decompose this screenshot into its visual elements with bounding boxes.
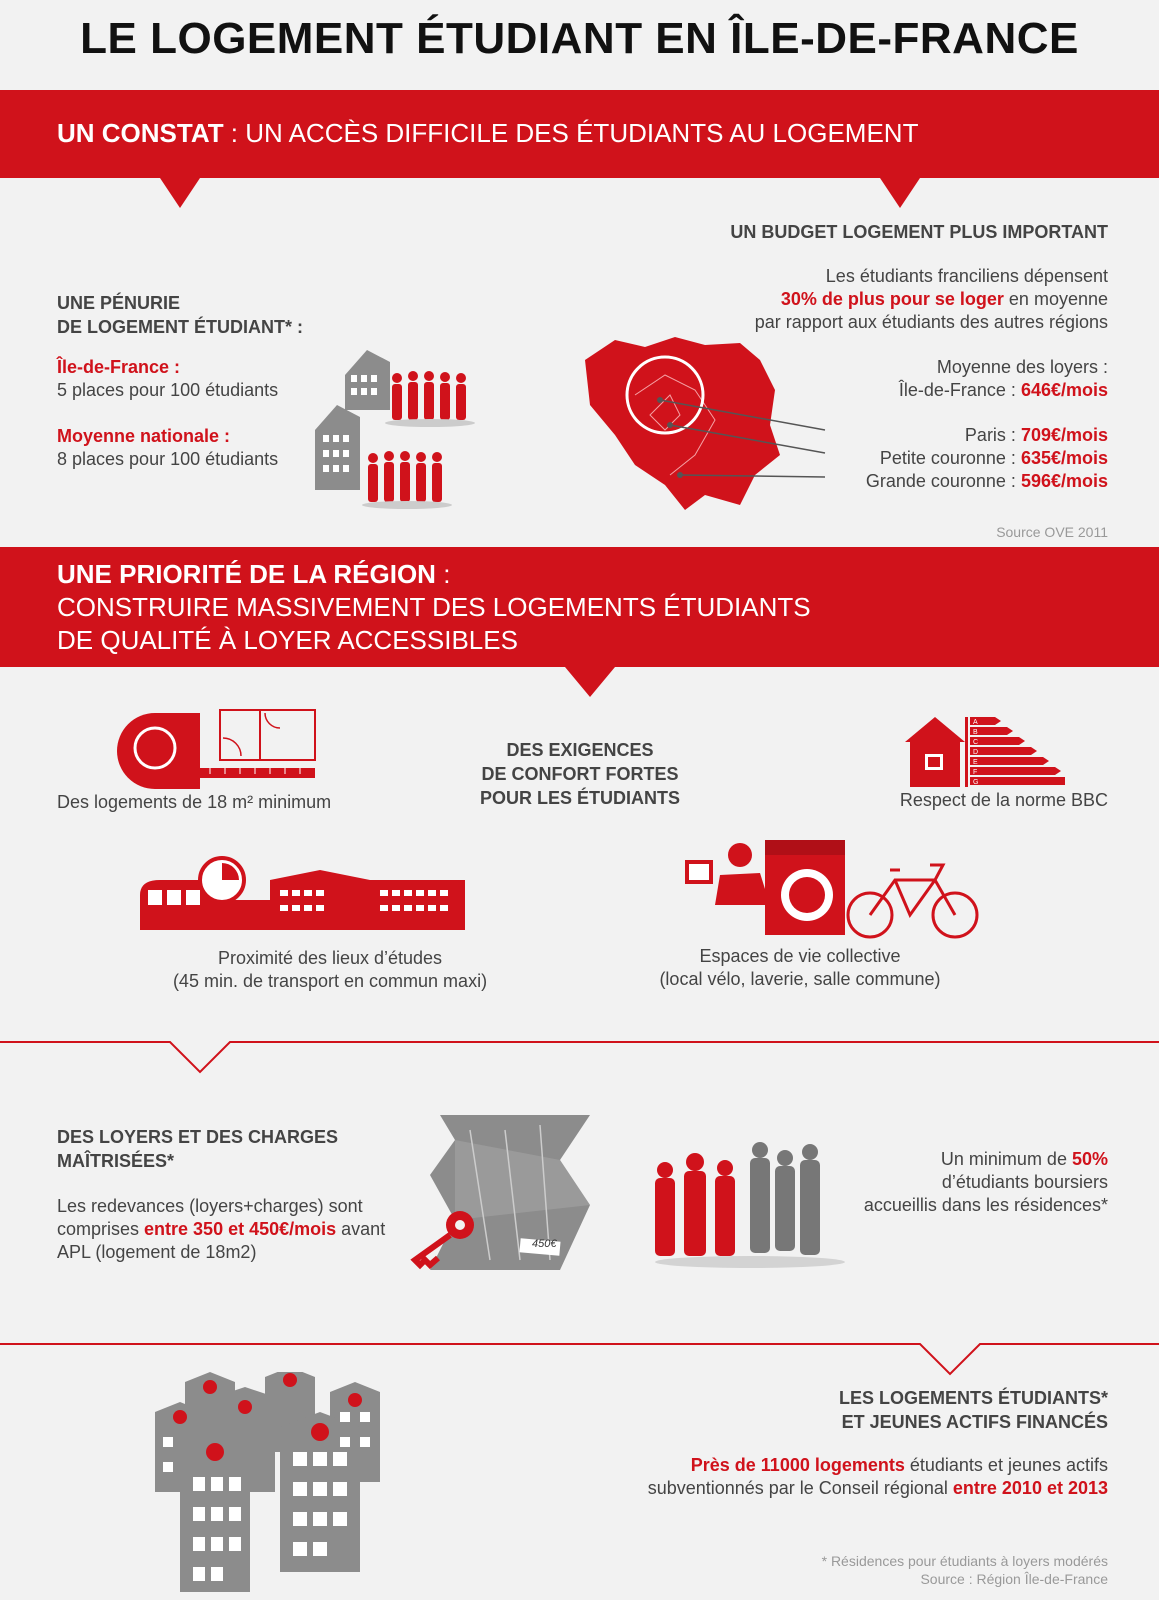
budget-text — [600, 265, 1108, 334]
rent-average — [820, 356, 1108, 402]
source-ove: Source OVE 2011 — [996, 524, 1108, 540]
proximity-line2: (45 min. de transport en commun maxi) — [172, 971, 488, 991]
budget-line1: Les étudiants franciliens dépensent — [825, 266, 1108, 286]
collective-spaces-icon — [685, 835, 1005, 945]
rent-grande-label: Grande couronne : — [865, 471, 1021, 491]
footnotes — [700, 1552, 1108, 1588]
financed-text2a: subventionnés par le Conseil régional — [647, 1478, 953, 1498]
section2-band-strong: UNE PRIORITÉ DE LA RÉGION — [57, 559, 436, 589]
scholarship-line2: d’étudiants boursiers — [941, 1172, 1108, 1192]
rent-control-heading — [57, 1125, 338, 1173]
rent-petite-value: 635€/mois — [1020, 448, 1108, 468]
rent-control-text2-red: entre 350 et 450€/mois — [144, 1219, 337, 1239]
section2-band-title — [57, 558, 811, 657]
shortage-heading-line2: DE LOGEMENT ÉTUDIANT* : — [57, 317, 303, 337]
financed-buildings-icon — [155, 1372, 395, 1597]
rent-avg-label: Moyenne des loyers : — [936, 357, 1108, 377]
section2-band-colon: : — [435, 559, 451, 589]
financed-line2: ET JEUNES ACTIFS FINANCÉS — [841, 1412, 1108, 1432]
energy-bar — [970, 767, 1061, 775]
energy-letter: A — [973, 719, 978, 726]
rent-control-text — [57, 1195, 385, 1264]
financed-text — [560, 1454, 1108, 1500]
rent-control-text3: APL (logement de 18m2) — [57, 1242, 257, 1262]
footnote-source: Source : Région Île-de-France — [920, 1571, 1108, 1587]
energy-letter: C — [973, 739, 979, 746]
shortage-nat-value: 8 places pour 100 étudiants — [57, 449, 279, 469]
comfort-heading — [420, 738, 740, 810]
rent-idf-label: Île-de-France : — [898, 380, 1021, 400]
idf-map-icon — [575, 335, 850, 520]
financed-text1-rest: étudiants et jeunes actifs — [904, 1455, 1108, 1475]
section2-band-line3: DE QUALITÉ À LOYER ACCESSIBLES — [57, 625, 518, 655]
collective-line2: (local vélo, laverie, salle commune) — [659, 969, 941, 989]
folded-map-key-icon — [410, 1110, 595, 1275]
energy-letter: F — [973, 769, 978, 776]
rent-control-line2: MAÎTRISÉES* — [57, 1151, 175, 1171]
section1-band-rest: : UN ACCÈS DIFFICILE DES ÉTUDIANTS AU LOGEMENT — [223, 118, 919, 148]
rent-petite-label: Petite couronne : — [879, 448, 1021, 468]
collective-line1: Espaces de vie collective — [699, 946, 901, 966]
shortage-heading-line1: UNE PÉNURIE — [57, 293, 181, 313]
page-title: LE LOGEMENT ÉTUDIANT EN ÎLE-DE-FRANCE — [80, 14, 1079, 63]
financed-text2-red: entre 2010 et 2013 — [952, 1478, 1108, 1498]
scholarship-line1-red: 50% — [1071, 1149, 1108, 1169]
comfort-line1: DES EXIGENCES — [506, 740, 654, 760]
shortage-heading — [57, 291, 303, 339]
footnote-residences: * Résidences pour étudiants à loyers modérés — [821, 1553, 1108, 1569]
energy-letter: D — [973, 749, 979, 756]
energy-letter: G — [973, 779, 979, 786]
section1-band-title — [57, 118, 918, 149]
rent-idf-value: 646€/mois — [1020, 380, 1108, 400]
rent-control-text2b: avant — [336, 1219, 386, 1239]
buildings-people-icon — [315, 350, 485, 520]
proximity-caption — [140, 947, 520, 993]
energy-label-house-icon — [905, 712, 1065, 792]
shortage-idf-label: Île-de-France : — [57, 357, 181, 377]
rent-control-text1: Les redevances (loyers+charges) sont — [57, 1196, 363, 1216]
rent-paris-label: Paris : — [964, 425, 1021, 445]
size-caption: Des logements de 18 m² minimum — [57, 792, 332, 812]
energy-letter: E — [973, 759, 978, 766]
rent-control-line1: DES LOYERS ET DES CHARGES — [57, 1127, 339, 1147]
budget-line2-red: 30% de plus pour se loger — [780, 289, 1004, 309]
energy-bar — [970, 737, 1025, 745]
section1-band-shape — [0, 90, 1159, 215]
budget-line3: par rapport aux étudiants des autres régions — [754, 312, 1108, 332]
financed-text1-red: Près de 11000 logements — [690, 1455, 905, 1475]
collective-caption — [620, 945, 980, 991]
energy-bar — [970, 777, 1065, 785]
section1-band-strong: UN CONSTAT — [57, 118, 224, 148]
bbc-caption: Respect de la norme BBC — [899, 790, 1108, 810]
section2-band-line2: CONSTRUIRE MASSIVEMENT DES LOGEMENTS ÉTUDIANTS — [57, 592, 811, 622]
scholarship-text — [800, 1148, 1108, 1217]
financed-heading — [700, 1386, 1108, 1434]
financed-line1: LES LOGEMENTS ÉTUDIANTS* — [838, 1388, 1108, 1408]
scholarship-line3: accueillis dans les résidences* — [863, 1195, 1108, 1215]
shortage-nat-label: Moyenne nationale : — [57, 426, 231, 446]
shortage-idf — [57, 356, 278, 402]
transport-campus-icon — [140, 855, 470, 940]
shortage-national — [57, 425, 278, 471]
divider-notch-1 — [0, 1040, 1159, 1080]
map-price-tag: 450€ — [532, 1238, 557, 1250]
budget-heading: UN BUDGET LOGEMENT PLUS IMPORTANT — [730, 222, 1108, 242]
rent-control-text2a: comprises — [57, 1219, 145, 1239]
rent-grande-value: 596€/mois — [1020, 471, 1108, 491]
comfort-line3: POUR LES ÉTUDIANTS — [479, 788, 680, 808]
comfort-line2: DE CONFORT FORTES — [481, 764, 679, 784]
energy-bar — [970, 747, 1037, 755]
tape-measure-plan-icon — [115, 708, 335, 798]
energy-bar — [970, 757, 1049, 765]
energy-letter: B — [973, 729, 978, 736]
proximity-line1: Proximité des lieux d’études — [217, 948, 443, 968]
rent-paris-value: 709€/mois — [1020, 425, 1108, 445]
scholarship-line1a: Un minimum de — [940, 1149, 1072, 1169]
budget-line2-rest: en moyenne — [1003, 289, 1108, 309]
shortage-idf-value: 5 places pour 100 étudiants — [57, 380, 279, 400]
